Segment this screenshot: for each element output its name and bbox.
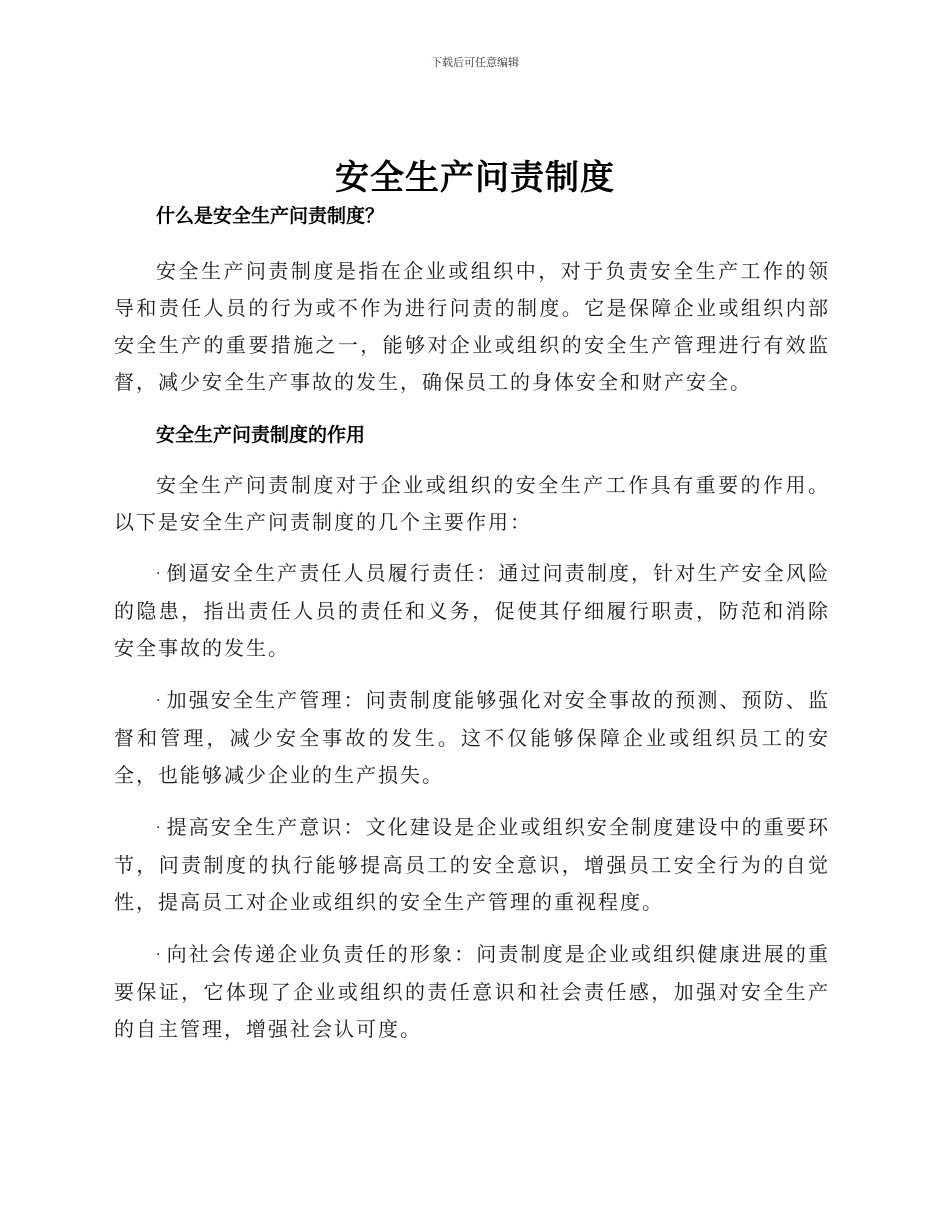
bullet-icon: · bbox=[156, 947, 163, 963]
document-body bbox=[114, 198, 830, 1048]
bullet-item bbox=[114, 936, 830, 1048]
bullet-icon: · bbox=[156, 566, 163, 582]
bullet-item bbox=[114, 682, 830, 794]
bullet-text: 倒逼安全生产责任人员履行责任：通过问责制度，针对生产安全风险的隐患，指出责任人员的责任和义务，促使其仔细履行职责，防范和消除安全事故的发生。 bbox=[114, 561, 830, 660]
header-note: 下载后可任意编辑 bbox=[431, 56, 519, 69]
section-heading: 安全生产问责制度的作用 bbox=[156, 424, 366, 446]
bullet-item bbox=[114, 555, 830, 667]
paragraph: 安全生产问责制度是指在企业或组织中，对于负责安全生产工作的领导和责任人员的行为或不作为进行问责的制度。它是保障企业或组织内部安全生产的重要措施之一，能够对企业或组织的安全生产管理进行有效监督，减少安全生产事故的发生，确保员工的身体安全和财产安全。 bbox=[114, 259, 830, 394]
bullet-item bbox=[114, 809, 830, 921]
section-what-is bbox=[114, 198, 830, 401]
bullet-icon: · bbox=[156, 693, 163, 709]
bullet-text: 向社会传递企业负责任的形象：问责制度是企业或组织健康进展的重要保证，它体现了企业或组织的责任意识和社会责任感，加强对安全生产的自主管理，增强社会认可度。 bbox=[114, 942, 830, 1041]
section-functions bbox=[114, 417, 830, 1048]
document-title: 安全生产问责制度 bbox=[335, 158, 615, 198]
section-heading: 什么是安全生产问责制度？ bbox=[156, 205, 385, 227]
bullet-icon: · bbox=[156, 820, 163, 836]
bullet-text: 提高安全生产意识：文化建设是企业或组织安全制度建设中的重要环节，问责制度的执行能够提高员工的安全意识，增强员工安全行为的自觉性，提高员工对企业或组织的安全生产管理的重视程度。 bbox=[114, 815, 830, 914]
paragraph: 安全生产问责制度对于企业或组织的安全生产工作具有重要的作用。以下是安全生产问责制度的几个主要作用： bbox=[114, 473, 830, 534]
bullet-text: 加强安全生产管理：问责制度能够强化对安全事故的预测、预防、监督和管理，减少安全事故的发生。这不仅能够保障企业或组织员工的安全，也能够减少企业的生产损失。 bbox=[114, 688, 830, 787]
